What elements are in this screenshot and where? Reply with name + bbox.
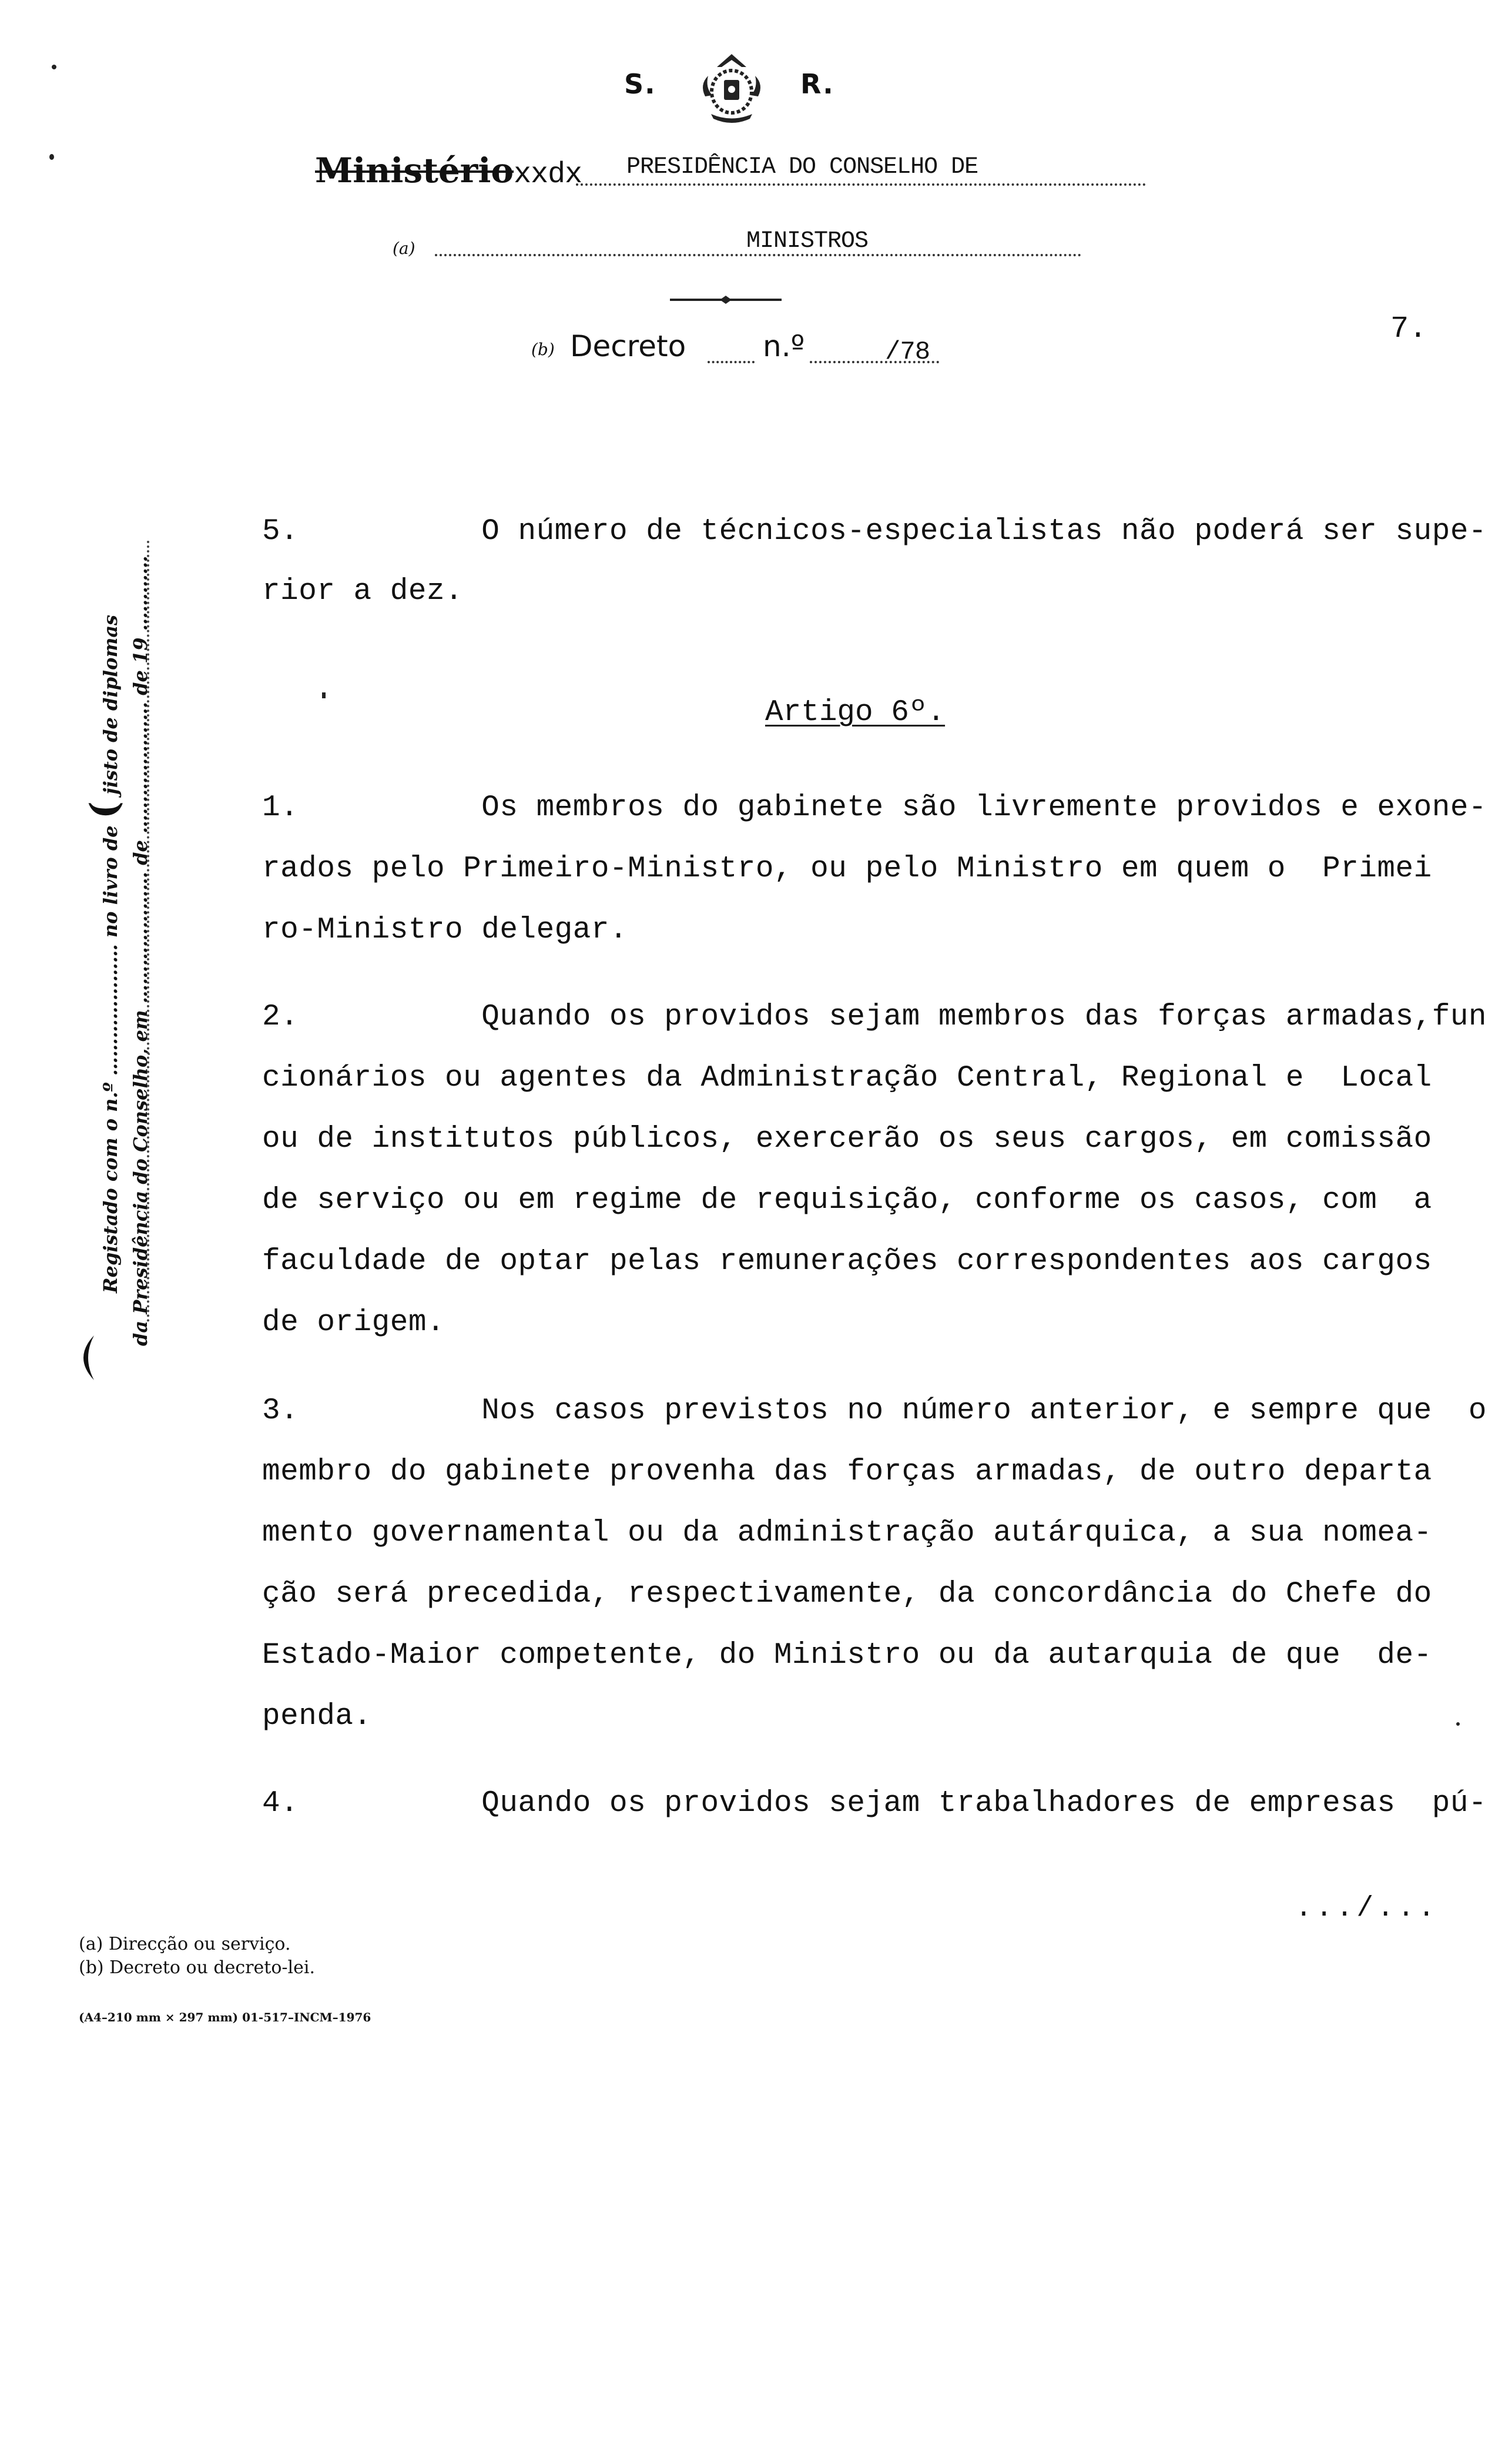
text-line: ção será precedida, respectivamente, da concordância do Chefe do	[262, 1578, 1432, 1611]
department-line-2: MINISTROS	[746, 228, 869, 255]
footnote-b: (b) Decreto ou decreto-lei.	[79, 1957, 316, 1978]
paragraph-2	[262, 1000, 1487, 1367]
ministerio-struck: Ministério	[315, 150, 514, 190]
text-line: de origem.	[262, 1306, 445, 1340]
ministry-line	[315, 150, 582, 192]
stray-mark	[49, 154, 54, 160]
margin-dotted-rule	[147, 541, 149, 1323]
stray-mark	[52, 65, 56, 69]
stray-mark	[322, 692, 326, 698]
paragraph-4	[262, 1787, 1487, 1848]
decreto-word: Decreto	[570, 329, 686, 363]
text-line: Estado-Maior competente, do Ministro ou da autarquia de que de-	[262, 1639, 1432, 1672]
margin-bracket-inline: (	[82, 801, 126, 819]
ministerio-suffix: xxdx	[514, 158, 582, 192]
footnote-a: (a) Direcção ou serviço.	[79, 1934, 291, 1954]
label-b: (b)	[531, 340, 555, 359]
text-line: 3. Nos casos previstos no número anterior, e sempre que o	[262, 1394, 1487, 1428]
margin-date-line: da Presidência do Conselho, em ………………… de ………………… de 19 …………	[129, 555, 152, 1346]
print-info: (A4–210 mm × 297 mm) 01-517–INCM–1976	[79, 2010, 371, 2024]
coat-of-arms-emblem	[688, 49, 776, 129]
ministry-dotted-line	[576, 183, 1146, 186]
margin-registration-line	[82, 615, 126, 1293]
text-line: ro-Ministro delegar.	[262, 913, 628, 947]
decreto-dotted-line	[708, 361, 755, 363]
page-number: 7.	[1390, 312, 1427, 346]
r-letter: R.	[800, 68, 834, 100]
text-line: 2. Quando os providos sejam membros das forças armadas,fun	[262, 1000, 1487, 1034]
decreto-number: /78	[885, 337, 930, 367]
text-line: ou de institutos públicos, exercerão os seus cargos, em comissão	[262, 1123, 1432, 1156]
margin-line-1-end: jisto de diplomas	[99, 614, 122, 795]
department-line-1: PRESIDÊNCIA DO CONSELHO DE	[626, 154, 978, 180]
label-a: (a)	[393, 239, 415, 258]
margin-line-1: Registado com o n.º ………………… no livro de	[99, 825, 122, 1293]
article-title: Artigo 6º.	[765, 696, 946, 729]
paragraph-5	[262, 515, 1487, 635]
text-line: 5. O número de técnicos-especialistas não poderá ser supe-	[262, 515, 1487, 548]
numero-label: n.º	[763, 329, 805, 363]
margin-bracket-icon	[71, 1334, 96, 1384]
paragraph-1	[262, 791, 1487, 975]
text-line: rados pelo Primeiro-Ministro, ou pelo Ministro em quem o Primei	[262, 852, 1432, 886]
text-line: de serviço ou em regime de requisição, conforme os casos, com a	[262, 1184, 1432, 1217]
stray-mark	[1456, 1722, 1460, 1726]
text-line: faculdade de optar pelas remunerações correspondentes aos cargos	[262, 1245, 1432, 1278]
text-line: 1. Os membros do gabinete são livremente providos e exone-	[262, 791, 1487, 825]
text-line: 4. Quando os providos sejam trabalhadores de empresas pú-	[262, 1787, 1487, 1820]
text-line: penda.	[262, 1700, 372, 1733]
text-line: membro do gabinete provenha das forças armadas, de outro departa	[262, 1455, 1432, 1489]
text-line: cionários ou agentes da Administração Central, Regional e Local	[262, 1062, 1432, 1095]
text-line: rior a dez.	[262, 575, 464, 608]
ornament-divider	[670, 294, 782, 309]
continuation-mark: .../...	[1295, 1893, 1439, 1924]
paragraph-3	[262, 1394, 1487, 1761]
text-line: mento governamental ou da administração autárquica, a sua nomea-	[262, 1516, 1432, 1550]
s-letter: S.	[624, 68, 656, 100]
